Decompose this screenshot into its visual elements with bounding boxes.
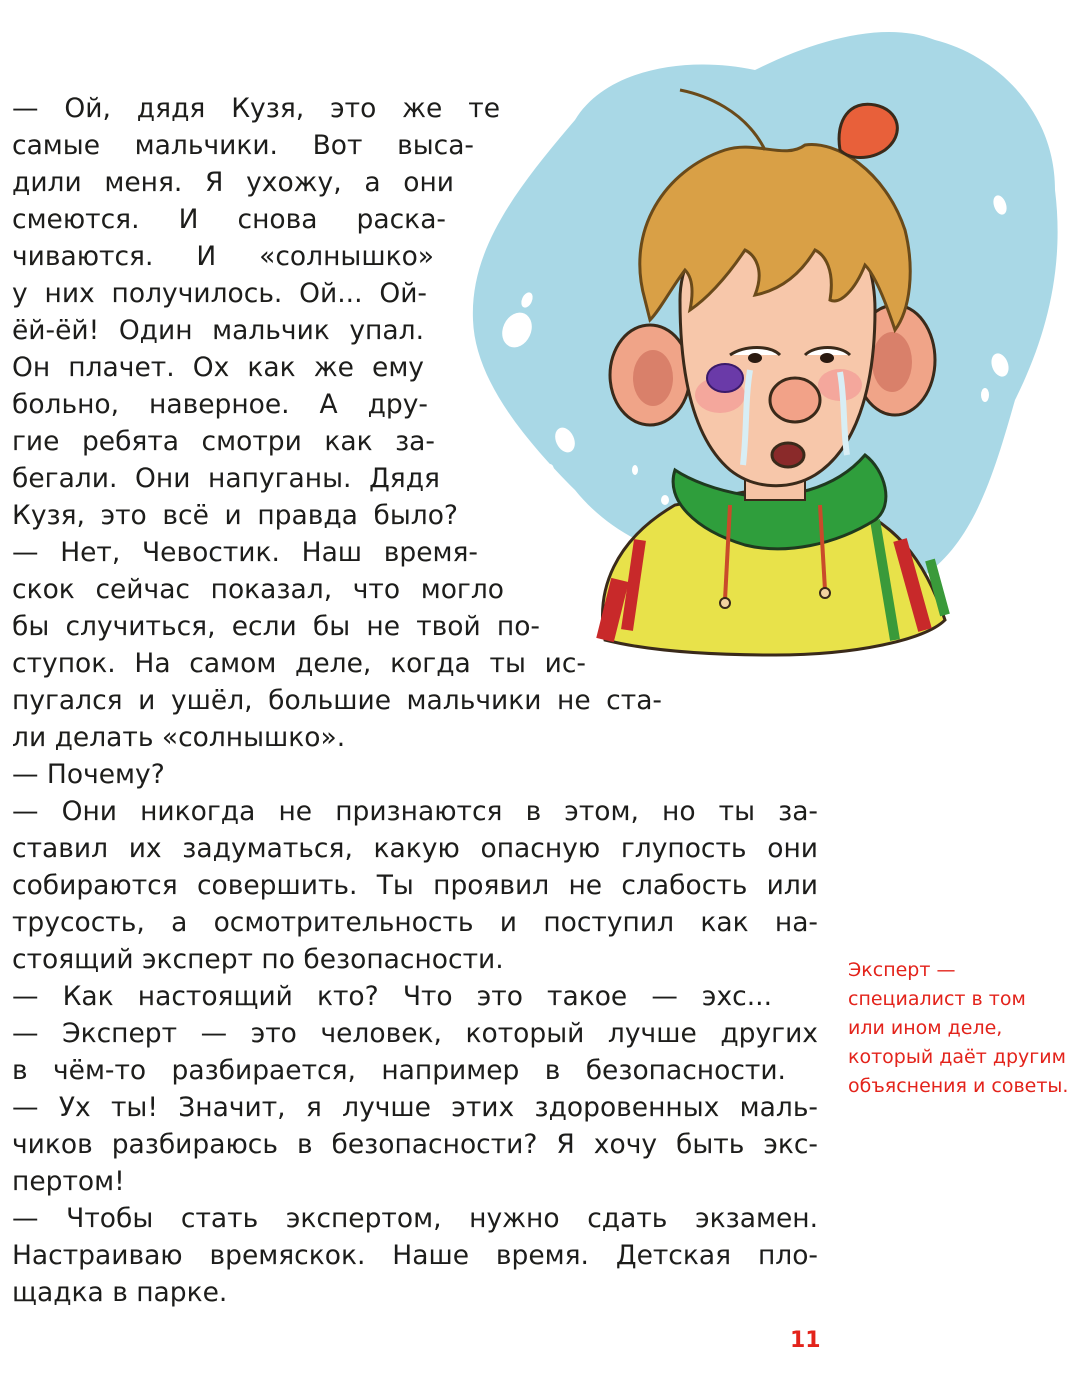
glossary-note-line: который даёт другим — [848, 1046, 1066, 1068]
text-line: скок сейчас показал, что могло — [12, 574, 504, 605]
mouth — [772, 443, 804, 467]
nose — [770, 378, 820, 422]
text-line: чиваются. И «солнышко» — [12, 241, 434, 272]
text-line: дили меня. Я ухожу, а они — [12, 167, 454, 198]
text-line: — Они никогда не признаются в этом, но ты за- — [12, 796, 818, 827]
text-line: ёй-ёй! Один мальчик упал. — [12, 315, 424, 346]
text-line: щадка в парке. — [12, 1277, 228, 1308]
text-line: самые мальчики. Вот выса- — [12, 130, 474, 161]
text-line: трусость, а осмотрительность и поступил как на- — [12, 907, 818, 938]
text-line: Настраиваю времяскок. Наше время. Детская пло- — [12, 1240, 818, 1271]
glossary-note-line: специалист в том — [848, 988, 1026, 1010]
text-line: пертом! — [12, 1166, 125, 1197]
glossary-note-line: объяснения и советы. — [848, 1075, 1069, 1097]
text-line: ступок. На самом деле, когда ты ис- — [12, 648, 586, 679]
text-line: больно, наверное. А дру- — [12, 389, 428, 420]
text-line: собираются совершить. Ты проявил не слабость или — [12, 870, 818, 901]
text-line: ли делать «солнышко». — [12, 722, 346, 753]
glossary-note-line: Эксперт — — [848, 959, 956, 981]
text-line: — Чтобы стать экспертом, нужно сдать экзамен. — [12, 1203, 818, 1234]
text-line: стоящий эксперт по безопасности. — [12, 944, 504, 975]
text-line: — Нет, Чевостик. Наш время- — [12, 537, 478, 568]
text-line: пугался и ушёл, большие мальчики не ста- — [12, 685, 662, 716]
text-line: Он плачет. Ох как же ему — [12, 352, 424, 383]
text-line: смеются. И снова раска- — [12, 204, 446, 235]
glossary-note — [848, 956, 1088, 1101]
page-number: 11 — [790, 1328, 821, 1353]
text-line: — Как настоящий кто? Что это такое — эхс... — [12, 981, 772, 1012]
text-line: бегали. Они напуганы. Дядя — [12, 463, 440, 494]
text-line: в чём-то разбирается, например в безопасности. — [12, 1055, 786, 1086]
text-line: ставил их задуматься, какую опасную глупость они — [12, 833, 818, 864]
text-line: Кузя, это всё и правда было? — [12, 500, 458, 531]
bruise — [707, 364, 743, 392]
text-line: — Ух ты! Значит, я лучше этих здоровенных маль- — [12, 1092, 818, 1123]
text-line: — Эксперт — это человек, который лучше других — [12, 1018, 818, 1049]
text-line: — Почему? — [12, 759, 165, 790]
text-line: бы случиться, если бы не твой по- — [12, 611, 540, 642]
text-line: — Ой, дядя Кузя, это же те — [12, 93, 500, 124]
crying-boy-illustration — [455, 0, 1090, 660]
text-line: чиков разбираюсь в безопасности? Я хочу быть экс- — [12, 1129, 818, 1160]
text-line: гие ребята смотри как за- — [12, 426, 435, 457]
text-line: у них получилось. Ой... Ой- — [12, 278, 427, 309]
glossary-note-line: или ином деле, — [848, 1017, 1003, 1039]
